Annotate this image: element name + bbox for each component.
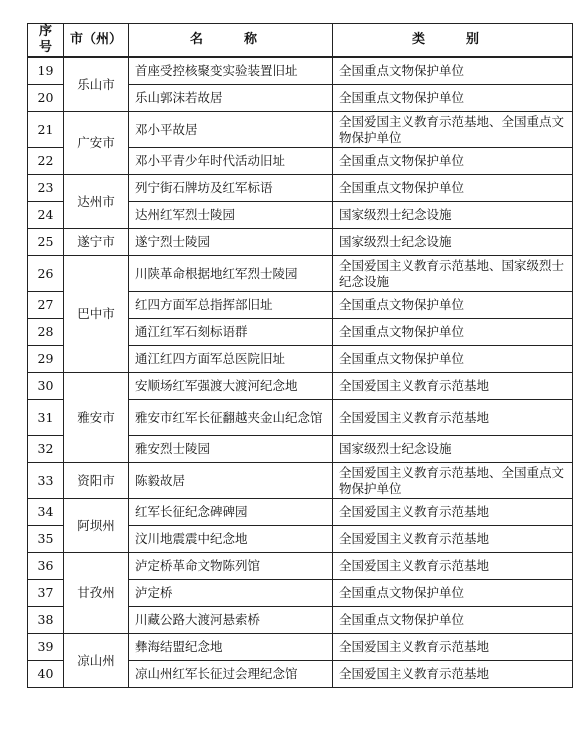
table-row [28, 463, 573, 499]
row-name: 川藏公路大渡河悬索桥 [129, 607, 333, 634]
row-city: 阿坝州 [64, 499, 129, 553]
heritage-sites-table [27, 23, 573, 688]
table-row [28, 229, 573, 256]
row-name: 凉山州红军长征过会理纪念馆 [129, 661, 333, 688]
row-type: 全国爱国主义教育示范基地 [333, 661, 573, 688]
row-type: 全国重点文物保护单位 [333, 85, 573, 112]
row-city: 乐山市 [64, 57, 129, 112]
row-type: 全国爱国主义教育示范基地 [333, 634, 573, 661]
row-name: 川陕革命根据地红军烈士陵园 [129, 256, 333, 292]
row-city: 广安市 [64, 112, 129, 175]
row-type: 全国爱国主义教育示范基地 [333, 400, 573, 436]
row-name: 汶川地震震中纪念地 [129, 526, 333, 553]
row-name: 列宁街石牌坊及红军标语 [129, 175, 333, 202]
row-no: 26 [28, 256, 64, 292]
row-no: 30 [28, 373, 64, 400]
row-no: 24 [28, 202, 64, 229]
row-name: 乐山郭沫若故居 [129, 85, 333, 112]
header-name: 名 称 [129, 24, 333, 58]
row-city: 甘孜州 [64, 553, 129, 634]
table-row [28, 256, 573, 292]
row-type: 全国重点文物保护单位 [333, 580, 573, 607]
row-type: 全国重点文物保护单位 [333, 292, 573, 319]
row-name: 邓小平故居 [129, 112, 333, 148]
header-city: 市（州） [64, 24, 129, 58]
row-no: 34 [28, 499, 64, 526]
row-no: 19 [28, 57, 64, 85]
table-row [28, 373, 573, 400]
row-name: 首座受控核聚变实验装置旧址 [129, 57, 333, 85]
row-no: 36 [28, 553, 64, 580]
row-no: 21 [28, 112, 64, 148]
row-name: 通江红军石刻标语群 [129, 319, 333, 346]
row-city: 雅安市 [64, 373, 129, 463]
row-type: 国家级烈士纪念设施 [333, 202, 573, 229]
row-no: 22 [28, 148, 64, 175]
table-row [28, 175, 573, 202]
row-type: 全国爱国主义教育示范基地 [333, 373, 573, 400]
row-no: 33 [28, 463, 64, 499]
row-type: 全国重点文物保护单位 [333, 57, 573, 85]
row-no: 25 [28, 229, 64, 256]
table-header-row [28, 24, 573, 58]
row-no: 35 [28, 526, 64, 553]
row-city: 遂宁市 [64, 229, 129, 256]
row-type: 国家级烈士纪念设施 [333, 436, 573, 463]
row-name: 泸定桥 [129, 580, 333, 607]
row-name: 雅安烈士陵园 [129, 436, 333, 463]
row-city: 资阳市 [64, 463, 129, 499]
row-type: 全国重点文物保护单位 [333, 175, 573, 202]
row-no: 29 [28, 346, 64, 373]
row-type: 全国爱国主义教育示范基地 [333, 553, 573, 580]
table-row [28, 57, 573, 85]
row-city: 达州市 [64, 175, 129, 229]
row-name: 邓小平青少年时代活动旧址 [129, 148, 333, 175]
row-type: 全国爱国主义教育示范基地 [333, 526, 573, 553]
table-row [28, 553, 573, 580]
row-no: 37 [28, 580, 64, 607]
row-name: 通江红四方面军总医院旧址 [129, 346, 333, 373]
row-city: 凉山州 [64, 634, 129, 688]
row-type: 全国爱国主义教育示范基地 [333, 499, 573, 526]
row-no: 32 [28, 436, 64, 463]
row-name: 安顺场红军强渡大渡河纪念地 [129, 373, 333, 400]
row-name: 达州红军烈士陵园 [129, 202, 333, 229]
row-no: 23 [28, 175, 64, 202]
row-type: 全国重点文物保护单位 [333, 346, 573, 373]
row-no: 20 [28, 85, 64, 112]
row-type: 全国重点文物保护单位 [333, 148, 573, 175]
table-row [28, 112, 573, 148]
row-name: 陈毅故居 [129, 463, 333, 499]
row-name: 彝海结盟纪念地 [129, 634, 333, 661]
row-type: 全国重点文物保护单位 [333, 319, 573, 346]
row-name: 雅安市红军长征翻越夹金山纪念馆 [129, 400, 333, 436]
row-type: 全国重点文物保护单位 [333, 607, 573, 634]
row-type: 全国爱国主义教育示范基地、全国重点文物保护单位 [333, 112, 573, 148]
row-name: 遂宁烈士陵园 [129, 229, 333, 256]
row-no: 31 [28, 400, 64, 436]
row-type: 全国爱国主义教育示范基地、国家级烈士纪念设施 [333, 256, 573, 292]
row-name: 红军长征纪念碑碑园 [129, 499, 333, 526]
row-no: 28 [28, 319, 64, 346]
header-no: 序号 [28, 24, 64, 58]
row-type: 全国爱国主义教育示范基地、全国重点文物保护单位 [333, 463, 573, 499]
row-no: 39 [28, 634, 64, 661]
row-name: 红四方面军总指挥部旧址 [129, 292, 333, 319]
row-no: 27 [28, 292, 64, 319]
row-no: 38 [28, 607, 64, 634]
table-row [28, 634, 573, 661]
table-row [28, 499, 573, 526]
row-city: 巴中市 [64, 256, 129, 373]
row-name: 泸定桥革命文物陈列馆 [129, 553, 333, 580]
row-type: 国家级烈士纪念设施 [333, 229, 573, 256]
header-type: 类 别 [333, 24, 573, 58]
row-no: 40 [28, 661, 64, 688]
